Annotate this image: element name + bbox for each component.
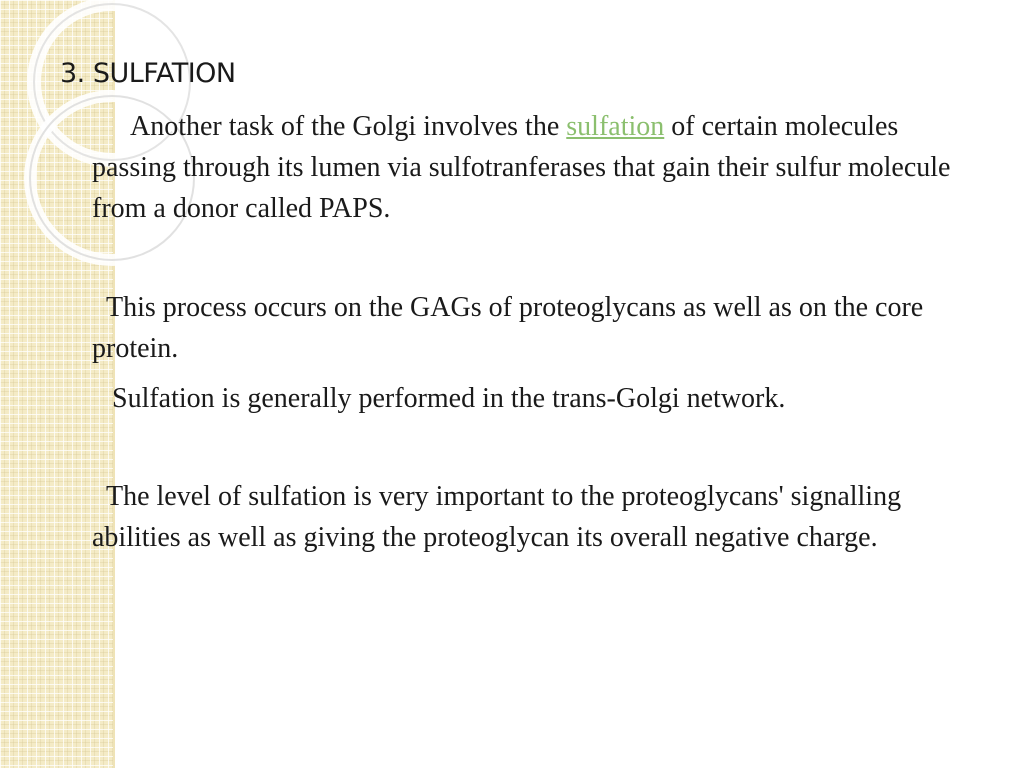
paragraph-sulfation-level bbox=[92, 476, 952, 558]
sulfation-link[interactable]: sulfation bbox=[566, 111, 665, 142]
paragraph-text: Another task of the Golgi involves the bbox=[130, 111, 567, 142]
paragraph-text: of certain molecules passing through its lumen via sulfotranferases that gain their sulfur molecule from a donor called PAPS. bbox=[92, 111, 951, 224]
paragraph-golgi-sulfation bbox=[92, 106, 952, 229]
paragraph-gags bbox=[92, 287, 952, 369]
paragraph-text: This process occurs on the GAGs of proteoglycans as well as on the core protein. bbox=[92, 292, 924, 364]
paragraph-trans-golgi bbox=[92, 378, 952, 419]
paragraph-text: Sulfation is generally performed in the trans-Golgi network. bbox=[112, 383, 786, 414]
paragraph-text: The level of sulfation is very important to the proteoglycans' signalling abilities as well as giving the proteoglycan its overall negative charge. bbox=[92, 481, 902, 553]
slide-title: 3. SULFATION bbox=[60, 58, 236, 89]
